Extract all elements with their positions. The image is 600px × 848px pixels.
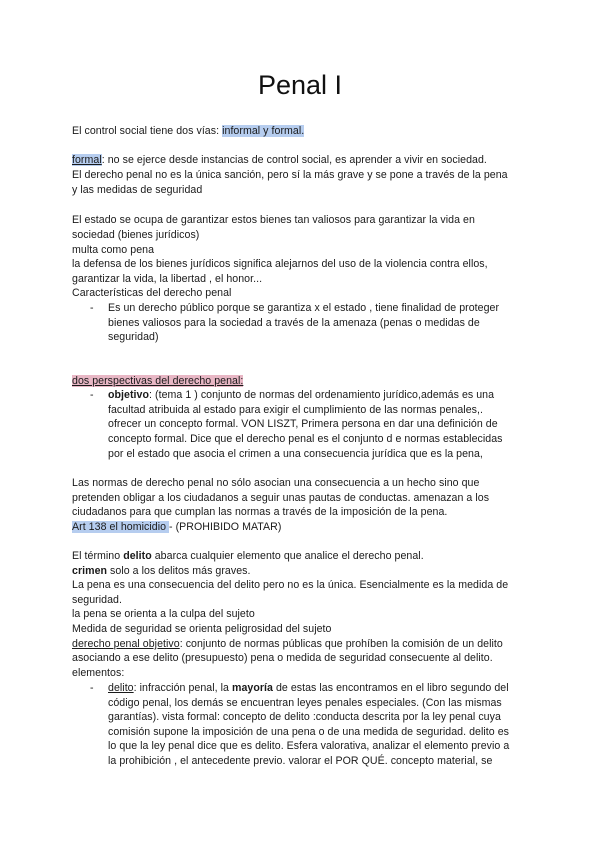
text-line: y las medidas de seguridad	[72, 184, 203, 196]
highlight-article: Art 138 el homicidio	[72, 521, 170, 533]
text-line: El estado se ocupa de garantizar estos bienes tan valiosos para garantizar la vida en	[72, 214, 475, 226]
section-heading-highlight: dos perspectivas del derecho penal:	[72, 375, 244, 387]
bold-term: delito	[123, 550, 152, 562]
text-line	[72, 520, 281, 534]
text-line: Medida de seguridad se orienta peligrosidad del sujeto	[72, 623, 332, 635]
text-line	[72, 153, 487, 167]
text-span: : conjunto de normas públicas que prohíben la comisión de un delito	[179, 638, 503, 650]
underlined-term: derecho penal objetivo	[72, 638, 180, 650]
text-line	[72, 124, 304, 138]
list-item-line: concepto formal. Dice que el derecho penal es el conjunto d e normas establecidas	[108, 433, 503, 445]
text-line: garantizar la vida, la libertad , el honor...	[72, 273, 263, 285]
text-span: solo a los delitos más graves.	[107, 565, 251, 577]
list-item-line: garantías). vista formal: concepto de delito :conducta descrita por la ley penal cuya	[108, 711, 501, 723]
text-span: El término	[72, 550, 124, 562]
list-item-line: código penal, los demás se encuentran leyes penales especiales. (Con las mismas	[108, 697, 502, 709]
highlight-blue: informal y formal.	[222, 125, 305, 137]
text-line	[72, 549, 424, 563]
text-line: la defensa de los bienes jurídicos significa alejarnos del uso de la violencia contra ellos,	[72, 258, 488, 270]
text-line: Las normas de derecho penal no sólo asocian una consecuencia a un hecho sino que	[72, 477, 480, 489]
page-title: Penal I	[257, 70, 343, 100]
bullet-marker: -	[90, 682, 94, 694]
list-item-line: la prohibición , el antecedente previo. valorar el POR QUÉ. concepto material, se	[108, 755, 493, 767]
text-line: la pena se orienta a la culpa del sujeto	[72, 608, 255, 620]
text-line: La pena es una consecuencia del delito pero no es la única. Esencialmente es la medida de	[72, 579, 509, 591]
text-line: El derecho penal no es la única sanción, pero sí la más grave y se pone a través de la pena	[72, 169, 508, 181]
list-item-line: facultad atribuida al estado para exigir el cumplimiento de las normas penales,.	[108, 404, 483, 416]
text-line: sociedad (bienes jurídicos)	[72, 229, 200, 241]
text-span: : infracción penal, la	[133, 682, 232, 694]
bold-term: crimen	[72, 565, 108, 577]
text-line: ciudadanos para que cumplan las normas a través de la imposición de la pena.	[72, 506, 448, 518]
text-span: : no se ejerce desde instancias de control social, es aprender a vivir en sociedad.	[101, 154, 487, 166]
text-line: seguridad.	[72, 594, 122, 606]
list-item-line: ofrecer un concepto formal. VON LISZT, Primera persona en dar una definición de	[108, 418, 498, 430]
text-line	[72, 637, 503, 651]
bold-term: objetivo	[108, 389, 150, 401]
text-span: - (PROHIBIDO MATAR)	[169, 521, 282, 533]
text-span: : (tema 1 ) conjunto de normas del ordenamiento jurídico,además es una	[149, 389, 495, 401]
highlight-formal: formal	[72, 154, 102, 166]
bold-term: mayoría	[231, 682, 273, 694]
text-line: elementos:	[72, 667, 125, 679]
text-span: abarca cualquier elemento que analice el derecho penal.	[151, 550, 424, 562]
text-span: El control social tiene dos vías:	[72, 125, 223, 137]
list-item-line: por el estado que asocia el crimen a una consecuencia jurídica que es la pena,	[108, 448, 483, 460]
list-item-line: seguridad)	[108, 331, 159, 343]
list-item-line: lo que la ley penal dice que es delito. Esfera valorativa, analizar el elemento previo a	[108, 740, 510, 752]
text-line: multa como pena	[72, 244, 155, 256]
list-item-line	[108, 388, 494, 402]
list-item-line: bienes valiosos para la sociedad a través de la amenaza (penas o medidas de	[108, 317, 480, 329]
bullet-marker: -	[90, 302, 94, 314]
text-line: Características del derecho penal	[72, 287, 232, 299]
text-span: de estas las encontramos en el libro segundo del	[272, 682, 509, 694]
list-item-line	[108, 681, 509, 695]
text-line: pretenden obligar a los ciudadanos a seguir unas pautas de conductas. amenazan a los	[72, 492, 490, 504]
list-item-line: Es un derecho público porque se garantiza x el estado , tiene finalidad de proteger	[108, 302, 500, 314]
bullet-marker: -	[90, 389, 94, 401]
list-item-line: comisión supone la imposición de una pena o de una medida de seguridad. delito es	[108, 726, 509, 738]
text-line	[72, 374, 243, 388]
underlined-term: delito	[108, 682, 134, 694]
text-line	[72, 564, 251, 578]
text-line: asociando a ese delito (presupuesto) pena o medida de seguridad consecuente al delito.	[72, 652, 493, 664]
